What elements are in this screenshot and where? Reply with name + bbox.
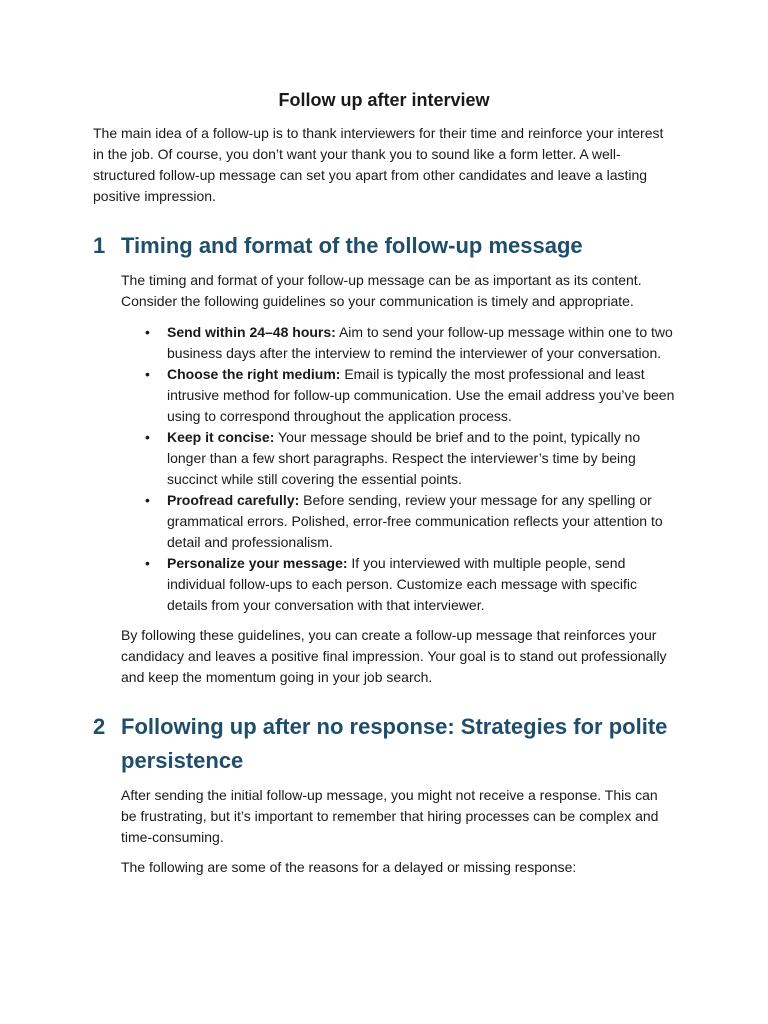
- list-item: [121, 490, 675, 553]
- list-item: [121, 553, 675, 616]
- section-body: [121, 270, 675, 688]
- list-item: [121, 364, 675, 427]
- section-body: [121, 785, 675, 878]
- list-item-text: Email is typically the most professional and least intrusive method for follow-up communication. Use the email address you’ve been using to correspond throughout the application process.: [167, 366, 675, 424]
- section-closing: By following these guidelines, you can create a follow-up message that reinforces your candidacy and leaves a positive final impression. Your goal is to stand out professionally and keep the momentum going in your job search.: [121, 627, 667, 685]
- list-item-label: Choose the right medium:: [167, 366, 341, 382]
- bullet-icon: •: [145, 555, 150, 571]
- bullet-icon: •: [145, 366, 150, 382]
- list-item-text: Aim to send your follow-up message within one to two business days after the interview to remind the interviewer of your conversation.: [167, 324, 673, 361]
- document-title: Follow up after interview: [278, 90, 490, 110]
- section-heading: [93, 710, 675, 778]
- bullet-icon: •: [145, 324, 150, 340]
- section-title: Timing and format of the follow-up message: [121, 233, 583, 258]
- list-item-label: Keep it concise:: [167, 429, 275, 445]
- list-item-text: Before sending, review your message for any spelling or grammatical errors. Polished, error-free communication reflects your attention to detail and professionalism.: [167, 492, 663, 550]
- bullet-icon: •: [145, 429, 150, 445]
- section-number: 2: [93, 714, 106, 739]
- list-item: [121, 322, 675, 364]
- list-item-label: Proofread carefully:: [167, 492, 300, 508]
- section-closing: The following are some of the reasons for a delayed or missing response:: [121, 859, 577, 875]
- list-item-label: Personalize your message:: [167, 555, 348, 571]
- intro-paragraph: The main idea of a follow-up is to thank interviewers for their time and reinforce your interest in the job. Of course, you don’t want your thank you to sound like a form letter. A well-structured follow-up message can set you apart from other candidates and leave a lasting positive impression.: [93, 125, 664, 204]
- section-1: [93, 229, 675, 688]
- list-item-text: Your message should be brief and to the point, typically no longer than a few short paragraphs. Respect the interviewer’s time by being succinct while still covering the essential points.: [167, 429, 641, 487]
- list-item: [121, 427, 675, 490]
- bullet-icon: •: [145, 492, 150, 508]
- section-title: Following up after no response: Strategies for polite persistence: [121, 714, 668, 773]
- section-2: [93, 710, 675, 878]
- section-lead: After sending the initial follow-up message, you might not receive a response. This can be frustrating, but it’s important to remember that hiring processes can be complex and time-consuming.: [121, 787, 659, 845]
- guideline-list: [121, 322, 675, 616]
- section-lead: The timing and format of your follow-up message can be as important as its content. Consider the following guidelines so your communication is timely and appropriate.: [121, 272, 642, 309]
- list-item-text: If you interviewed with multiple people, send individual follow-ups to each person. Customize each message with specific details from your conversation with that interviewer.: [167, 555, 638, 613]
- list-item-label: Send within 24–48 hours:: [167, 324, 336, 340]
- section-heading: [93, 229, 675, 263]
- section-number: 1: [93, 233, 106, 258]
